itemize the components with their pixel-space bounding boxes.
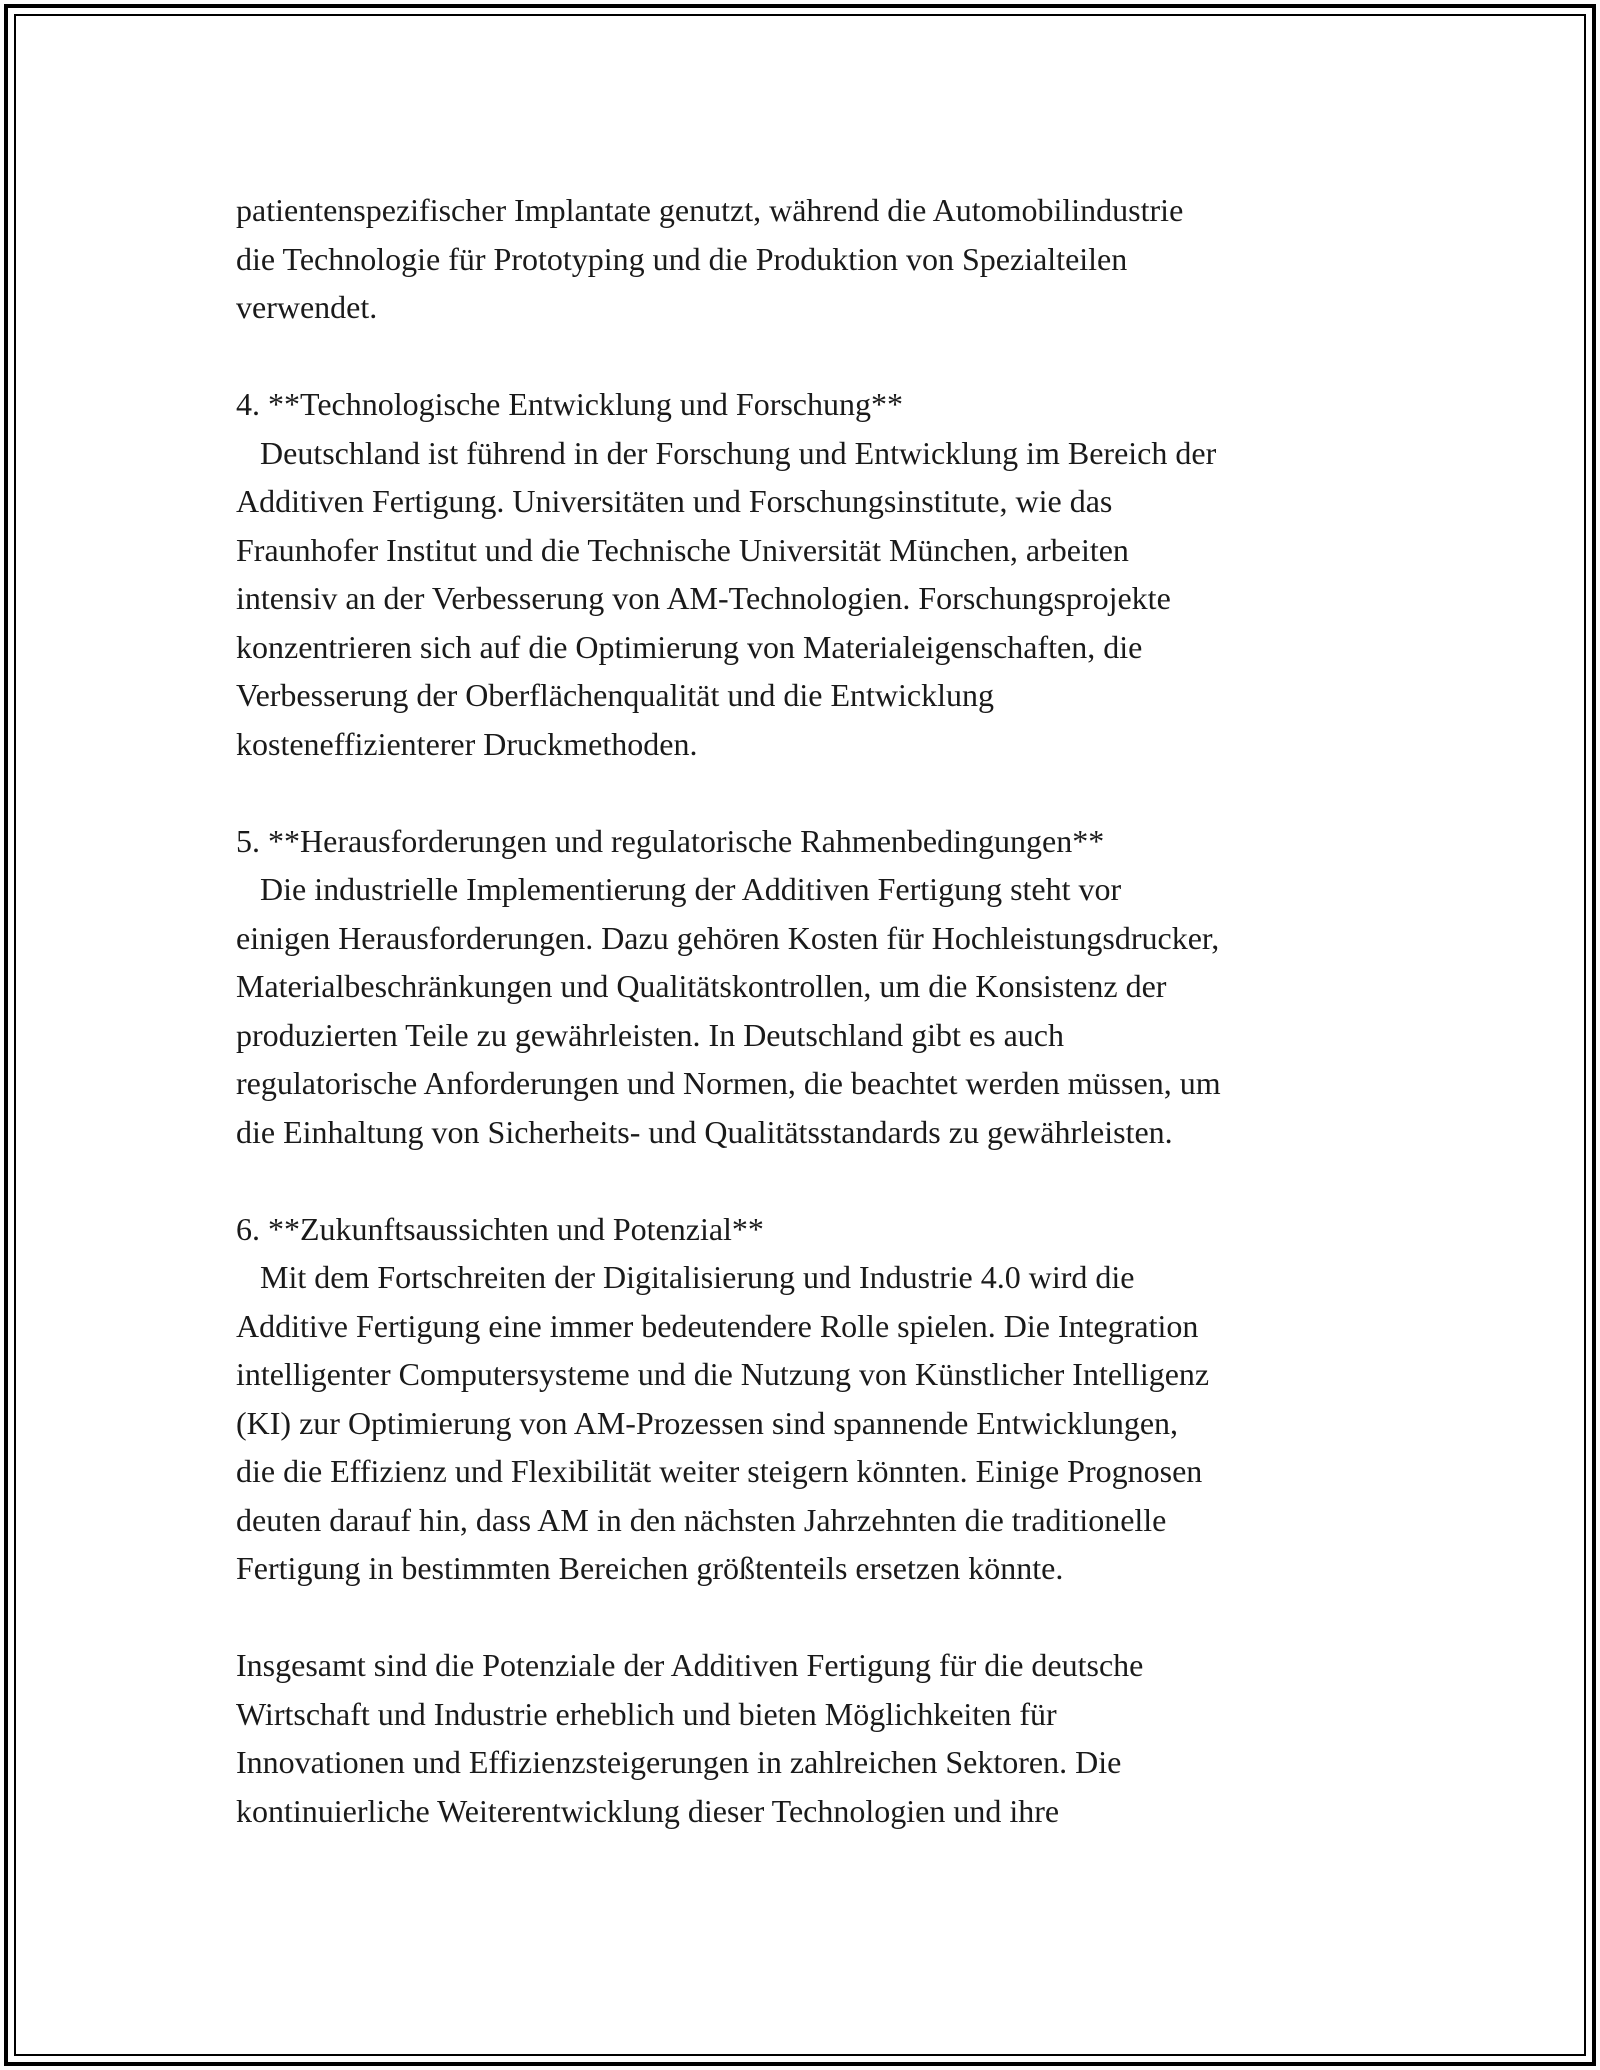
text-line: Fertigung in bestimmten Bereichen größtenteils ersetzen könnte. <box>236 1550 1064 1586</box>
text-line: (KI) zur Optimierung von AM-Prozessen sind spannende Entwicklungen, <box>236 1404 1179 1441</box>
text-line: Verbesserung der Oberflächenqualität und die Entwicklung <box>236 677 994 713</box>
paragraph-gap <box>236 1156 1386 1205</box>
text-line: intensiv an der Verbesserung von AM-Technologien. Forschungsprojekte <box>236 580 1171 616</box>
section-heading: 5. **Herausforderungen und regulatorische Rahmenbedingungen** <box>236 822 1105 859</box>
text-line: Additive Fertigung eine immer bedeutendere Rolle spielen. Die Integration <box>236 1307 1199 1344</box>
text-line: die Einhaltung von Sicherheits- und Qualitätsstandards zu gewährleisten. <box>236 1113 1173 1150</box>
paragraph-gap <box>236 1593 1386 1642</box>
text-line: Innovationen und Effizienzsteigerungen in zahlreichen Sektoren. Die <box>236 1744 1122 1780</box>
text-line: kosteneffizienterer Druckmethoden. <box>236 725 698 762</box>
text-line: die die Effizienz und Flexibilität weiter steigern könnten. Einige Prognosen <box>236 1453 1203 1489</box>
text-line: verwendet. <box>236 289 378 325</box>
section-5 <box>236 817 1386 1157</box>
text-line: regulatorische Anforderungen und Normen, die beachtet werden müssen, um <box>236 1065 1221 1101</box>
text-line: Fraunhofer Institut und die Technische Universität München, arbeiten <box>236 531 1129 568</box>
text-line: Wirtschaft und Industrie erheblich und bieten Möglichkeiten für <box>236 1695 1057 1732</box>
text-line: die Technologie für Prototyping und die Produktion von Spezialteilen <box>236 240 1128 277</box>
text-line: Insgesamt sind die Potenziale der Additiven Fertigung für die deutsche <box>236 1647 1144 1683</box>
text-line: Additiven Fertigung. Universitäten und Forschungsinstitute, wie das <box>236 483 1113 519</box>
paragraph-conclusion <box>236 1641 1386 1835</box>
text-line: deuten darauf hin, dass AM in den nächsten Jahrzehnten die traditionelle <box>236 1501 1167 1538</box>
section-6 <box>236 1205 1386 1593</box>
text-line: patientenspezifischer Implantate genutzt, während die Automobilindustrie <box>236 192 1184 228</box>
text-line: Materialbeschränkungen und Qualitätskontrollen, um die Konsistenz der <box>236 968 1167 1004</box>
text-line: Die industrielle Implementierung der Additiven Fertigung steht vor <box>236 871 1122 907</box>
section-heading: 6. **Zukunftsaussichten und Potenzial** <box>236 1210 764 1247</box>
document-body <box>236 186 1386 1835</box>
paragraph-gap <box>236 768 1386 817</box>
paragraph-gap <box>236 332 1386 381</box>
text-line: produzierten Teile zu gewährleisten. In Deutschland gibt es auch <box>236 1016 1064 1053</box>
section-4 <box>236 380 1386 768</box>
section-heading: 4. **Technologische Entwicklung und Forschung** <box>236 386 903 422</box>
paragraph-continuation <box>236 186 1386 332</box>
text-line: intelligenter Computersysteme und die Nutzung von Künstlicher Intelligenz <box>236 1356 1210 1392</box>
text-line: einigen Herausforderungen. Dazu gehören Kosten für Hochleistungsdrucker, <box>236 919 1220 956</box>
text-line: Deutschland ist führend in der Forschung und Entwicklung im Bereich der <box>236 434 1217 471</box>
text-line: konzentrieren sich auf die Optimierung von Materialeigenschaften, die <box>236 628 1143 665</box>
text-line: Mit dem Fortschreiten der Digitalisierung und Industrie 4.0 wird die <box>236 1259 1135 1295</box>
text-line: kontinuierliche Weiterentwicklung dieser Technologien und ihre <box>236 1792 1060 1829</box>
